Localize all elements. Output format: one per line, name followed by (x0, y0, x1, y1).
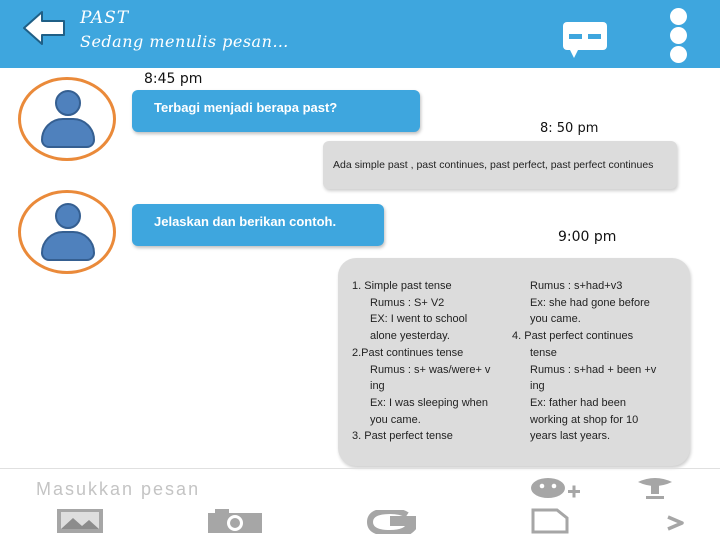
message-line: ing (370, 380, 385, 393)
message-line: years last years. (530, 430, 611, 443)
back-arrow-icon (22, 10, 66, 46)
camera-icon (206, 508, 264, 534)
menu-dot (670, 46, 687, 63)
message-line: Rumus : s+ was/were+ v (370, 363, 491, 376)
attach-file-button[interactable] (530, 508, 570, 534)
message-line: alone yesterday. (370, 330, 450, 343)
outgoing-message-bubble: Ada simple past , past continues, past perfect, past perfect continues (323, 141, 677, 189)
message-right-column (512, 278, 656, 445)
message-line: ing (530, 380, 545, 393)
message-line: Ex: she had gone before (530, 296, 650, 309)
message-line: working at shop for 10 (530, 413, 639, 426)
message-line: Rumus : s+had+v3 (530, 280, 623, 292)
microphone-icon (636, 474, 674, 502)
image-icon (56, 508, 104, 534)
message-line: you came. (530, 313, 581, 326)
incoming-message-bubble: Jelaskan dan berikan contoh. (132, 204, 384, 246)
message-line: you came. (370, 413, 421, 426)
message-line: EX: I went to school (370, 313, 468, 326)
message-line: 2.Past continues tense (352, 346, 464, 359)
avatar-body (41, 118, 95, 148)
chat-bubble-icon (560, 20, 610, 60)
message-left-column (352, 278, 490, 445)
avatar-body (41, 231, 95, 261)
send-button[interactable] (664, 512, 686, 534)
file-icon (530, 508, 570, 534)
message-timestamp: 9:00 pm (558, 229, 617, 245)
message-timestamp: 8:45 pm (144, 71, 203, 87)
chat-title: PAST (80, 8, 130, 28)
avatar-head (55, 90, 81, 116)
emoji-button[interactable] (528, 476, 590, 500)
message-line: 3. Past perfect tense (352, 430, 453, 443)
message-line: Rumus : s+had + been +v (530, 363, 657, 376)
mic-button[interactable] (636, 474, 674, 502)
menu-dot (670, 8, 687, 25)
attach-image-button[interactable] (56, 508, 104, 534)
message-input[interactable] (36, 476, 336, 502)
menu-button[interactable] (666, 8, 690, 64)
message-line: Ex: father had been (530, 396, 627, 409)
chat-options-button[interactable] (560, 20, 610, 60)
camera-button[interactable] (206, 508, 264, 534)
g-button[interactable] (366, 510, 416, 534)
message-line: Ex: I was sleeping when (370, 396, 489, 409)
message-line: 4. Past perfect continues (512, 330, 634, 343)
message-line: 1. Simple past tense (352, 280, 452, 292)
g-icon (366, 510, 416, 534)
avatar-head (55, 203, 81, 229)
contact-avatar (18, 77, 116, 161)
header-bar (0, 0, 720, 68)
emoji-add-icon (528, 476, 590, 500)
message-line: tense (530, 346, 557, 359)
message-timestamp: 8: 50 pm (540, 121, 599, 136)
incoming-message-bubble: Terbagi menjadi berapa past? (132, 90, 420, 132)
send-icon (664, 512, 686, 534)
back-button[interactable] (22, 10, 66, 46)
composer-divider (0, 468, 720, 469)
menu-dot (670, 27, 687, 44)
contact-avatar (18, 190, 116, 274)
typing-status: Sedang menulis pesan… (80, 32, 289, 51)
message-line: Rumus : S+ V2 (370, 296, 445, 309)
outgoing-message-bubble (338, 258, 690, 466)
